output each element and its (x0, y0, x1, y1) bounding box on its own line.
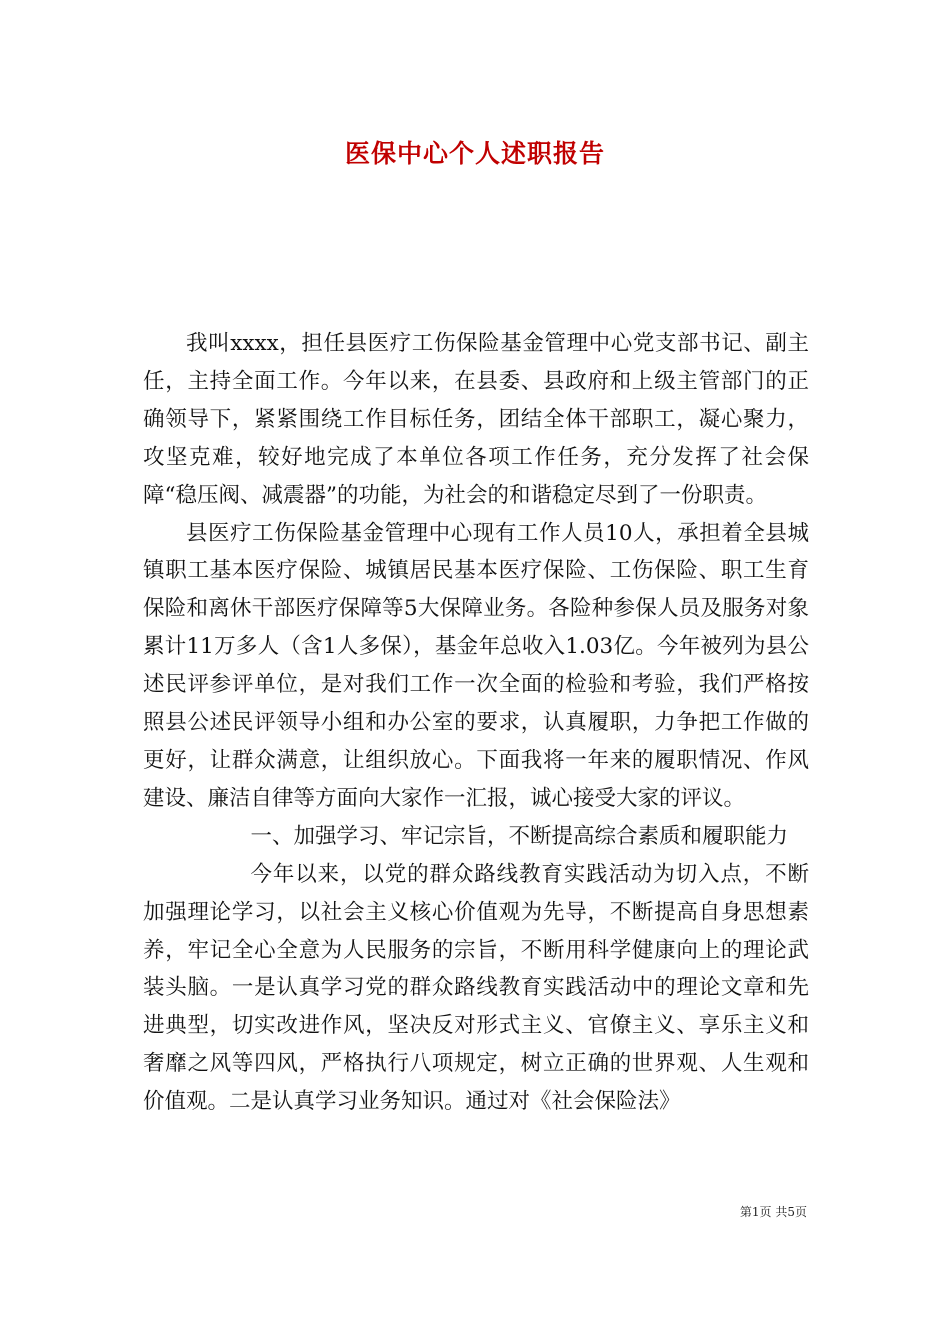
document-title: 医保中心个人述职报告 (344, 139, 605, 168)
document-body (143, 325, 809, 1121)
paragraph-study-section: 今年以来，以党的群众路线教育实践活动为切入点，不断加强理论学习，以社会主义核心价值观为先导，不断提高自身思想素养，牢记全心全意为人民服务的宗旨，不断用科学健康向上的理论武装头脑。一是认真学习党的群众路线教育实践活动中的理论文章和先进典型，切实改进作风，坚决反对形式主义、官僚主义、享乐主义和奢靡之风等四风，严格执行八项规定，树立正确的世界观、人生观和价值观。二是认真学习业务知识。通过对《社会保险法》 (143, 861, 809, 1115)
page-number: 第1页 共5页 (739, 1205, 807, 1219)
paragraph-introduction: 我叫xxxx，担任县医疗工伤保险基金管理中心党支部书记、副主任，主持全面工作。今年以来，在县委、县政府和上级主管部门的正确领导下，紧紧围绕工作目标任务，团结全体干部职工，凝心聚力，攻坚克难，较好地完成了本单位各项工作任务，充分发挥了社会保障“稳压阀、减震器”的功能，为社会的和谐稳定尽到了一份职责。 (143, 331, 809, 508)
paragraph-center-overview: 县医疗工伤保险基金管理中心现有工作人员10人，承担着全县城镇职工基本医疗保险、城镇居民基本医疗保险、工伤保险、职工生育保险和离休干部医疗保障等5大保障业务。各险种参保人员及服务对象累计11万多人（含1人多保），基金年总收入1.03亿。今年被列为县公述民评参评单位，是对我们工作一次全面的检验和考验，我们严格按照县公述民评领导小组和办公室的要求，认真履职，力争把工作做的更好，让群众满意，让组织放心。下面我将一年来的履职情况、作风建设、廉洁自律等方面向大家作一汇报，诚心接受大家的评议。 (143, 520, 809, 811)
section-heading-1: 一、加强学习、牢记宗旨，不断提高综合素质和履职能力 (250, 823, 789, 849)
